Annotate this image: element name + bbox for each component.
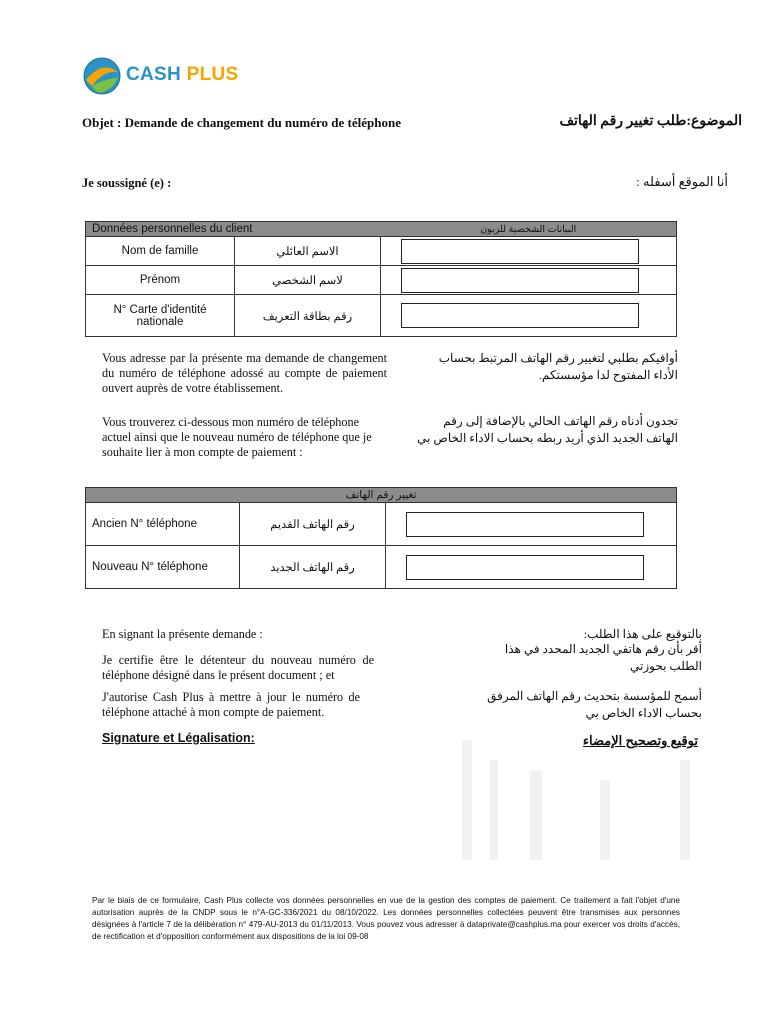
old-phone-label-ar: رقم الهاتف القديم xyxy=(240,503,386,546)
certify-paragraph-fr: Je certifie être le détenteur du nouveau numéro de téléphone désigné dans le présent document ; et xyxy=(102,653,374,682)
object-title-ar: الموضوع:طلب تغيير رقم الهاتف xyxy=(559,114,742,129)
authorize-paragraph-ar: أسمح للمؤسسة بتحديث رقم الهاتف المرفق بحساب الاداء الخاص بي xyxy=(487,689,702,720)
object-title-fr: Objet : Demande de changement du numéro de téléphone xyxy=(82,115,401,130)
old-phone-input[interactable] xyxy=(406,512,644,537)
privacy-footer: Par le biais de ce formulaire, Cash Plus collecte vos données personnelles en vue de la gestion des comptes de paiement. Ce traitement a fait l'objet d'une autorisation auprès de la CNDP sous le n°A-GC-336/2021 du 08/10/2022. Les données personnelles collectées peuvent être transmises aux personnes désignées à l'article 7 de la délibération n° 479-AU-2013 du 01/11/2013. Vous pouvez vous adresser à dataprivate@cashplus.ma pour exercer vos droits d'accès, de rectification et d'opposition conformément aux dispositions de la loi 09-08 xyxy=(92,896,680,941)
cash-plus-logo xyxy=(82,54,242,96)
personal-data-table xyxy=(85,221,677,337)
new-phone-label-ar: رقم الهاتف الجديد xyxy=(240,546,386,589)
phone-change-header xyxy=(86,488,677,503)
firstname-label-fr: Prénom xyxy=(86,266,235,295)
old-phone-cell xyxy=(386,503,677,546)
undersigned-label-ar: أنا الموقع أسفله : xyxy=(636,174,728,189)
firstname-cell xyxy=(381,266,677,295)
id-card-cell xyxy=(381,295,677,337)
signature-label-fr: Signature et Légalisation: xyxy=(102,731,255,745)
brand-name: CASH PLUS xyxy=(126,64,239,85)
new-phone-cell xyxy=(386,546,677,589)
table-row xyxy=(86,237,677,266)
cash-plus-emblem-icon xyxy=(82,56,122,96)
watermark-bar xyxy=(490,760,498,860)
request-paragraph-ar: أوافيكم بطلبي لتغيير رقم الهاتف المرتبط بحساب الأداء المفتوح لدا مؤسستكم. xyxy=(438,351,678,382)
watermark-bar xyxy=(680,760,690,860)
watermark-bar xyxy=(600,780,610,860)
request-paragraph-fr: Vous adresse par la présente ma demande de changement du numéro de téléphone adossé au compte de paiement ouvert auprès de votre établissement. xyxy=(102,351,387,395)
undersigned-label-fr: Je soussigné (e) : xyxy=(82,176,172,190)
lastname-cell xyxy=(381,237,677,266)
table-row xyxy=(86,266,677,295)
firstname-label-ar: لاسم الشخصي xyxy=(235,266,381,295)
new-phone-input[interactable] xyxy=(406,555,644,580)
phone-change-table xyxy=(85,487,677,589)
firstname-input[interactable] xyxy=(401,268,639,293)
new-phone-label-fr: Nouveau N° téléphone xyxy=(86,546,240,589)
table-row xyxy=(86,546,677,589)
personal-data-header-fr: Données personnelles du client xyxy=(86,222,381,237)
phone-change-header-ar: تغيير رقم الهاتف xyxy=(86,488,677,503)
id-card-label-ar: رقم بطاقة التعريف xyxy=(235,295,381,337)
authorize-paragraph-fr: J'autorise Cash Plus à mettre à jour le numéro de téléphone attaché à mon compte de paiement. xyxy=(102,690,360,719)
watermark-bar xyxy=(462,740,472,860)
signing-title-ar: بالتوقيع على هذا الطلب: xyxy=(583,627,702,641)
table-row xyxy=(86,295,677,337)
below-paragraph-ar: تجدون أدناه رقم الهاتف الحالي بالإضافة إلى رقم الهاتف الجديد الذي أريد ربطه بحساب الاداء الخاص بي xyxy=(417,414,678,445)
personal-data-header-ar: البيانات الشخصية للزبون xyxy=(381,222,677,237)
old-phone-label-fr: Ancien N° téléphone xyxy=(86,503,240,546)
lastname-label-fr: Nom de famille xyxy=(86,237,235,266)
id-card-input[interactable] xyxy=(401,303,639,328)
id-card-label-fr: N° Carte d'identité nationale xyxy=(86,295,235,337)
personal-data-header xyxy=(86,222,677,237)
below-paragraph-fr: Vous trouverez ci-dessous mon numéro de téléphone actuel ainsi que le nouveau numéro de téléphone que je souhaite lier à mon compte de paiement : xyxy=(102,415,372,459)
watermark-bar xyxy=(530,770,542,860)
signature-label-ar: توقيع وتصحيح الإمضاء xyxy=(582,733,698,748)
signing-title-fr: En signant la présente demande : xyxy=(102,627,263,641)
table-row xyxy=(86,503,677,546)
certify-paragraph-ar: أقر بأن رقم هاتفي الجديد المحدد في هذا الطلب بحوزتي xyxy=(504,642,702,673)
lastname-label-ar: الاسم العائلي xyxy=(235,237,381,266)
lastname-input[interactable] xyxy=(401,239,639,264)
